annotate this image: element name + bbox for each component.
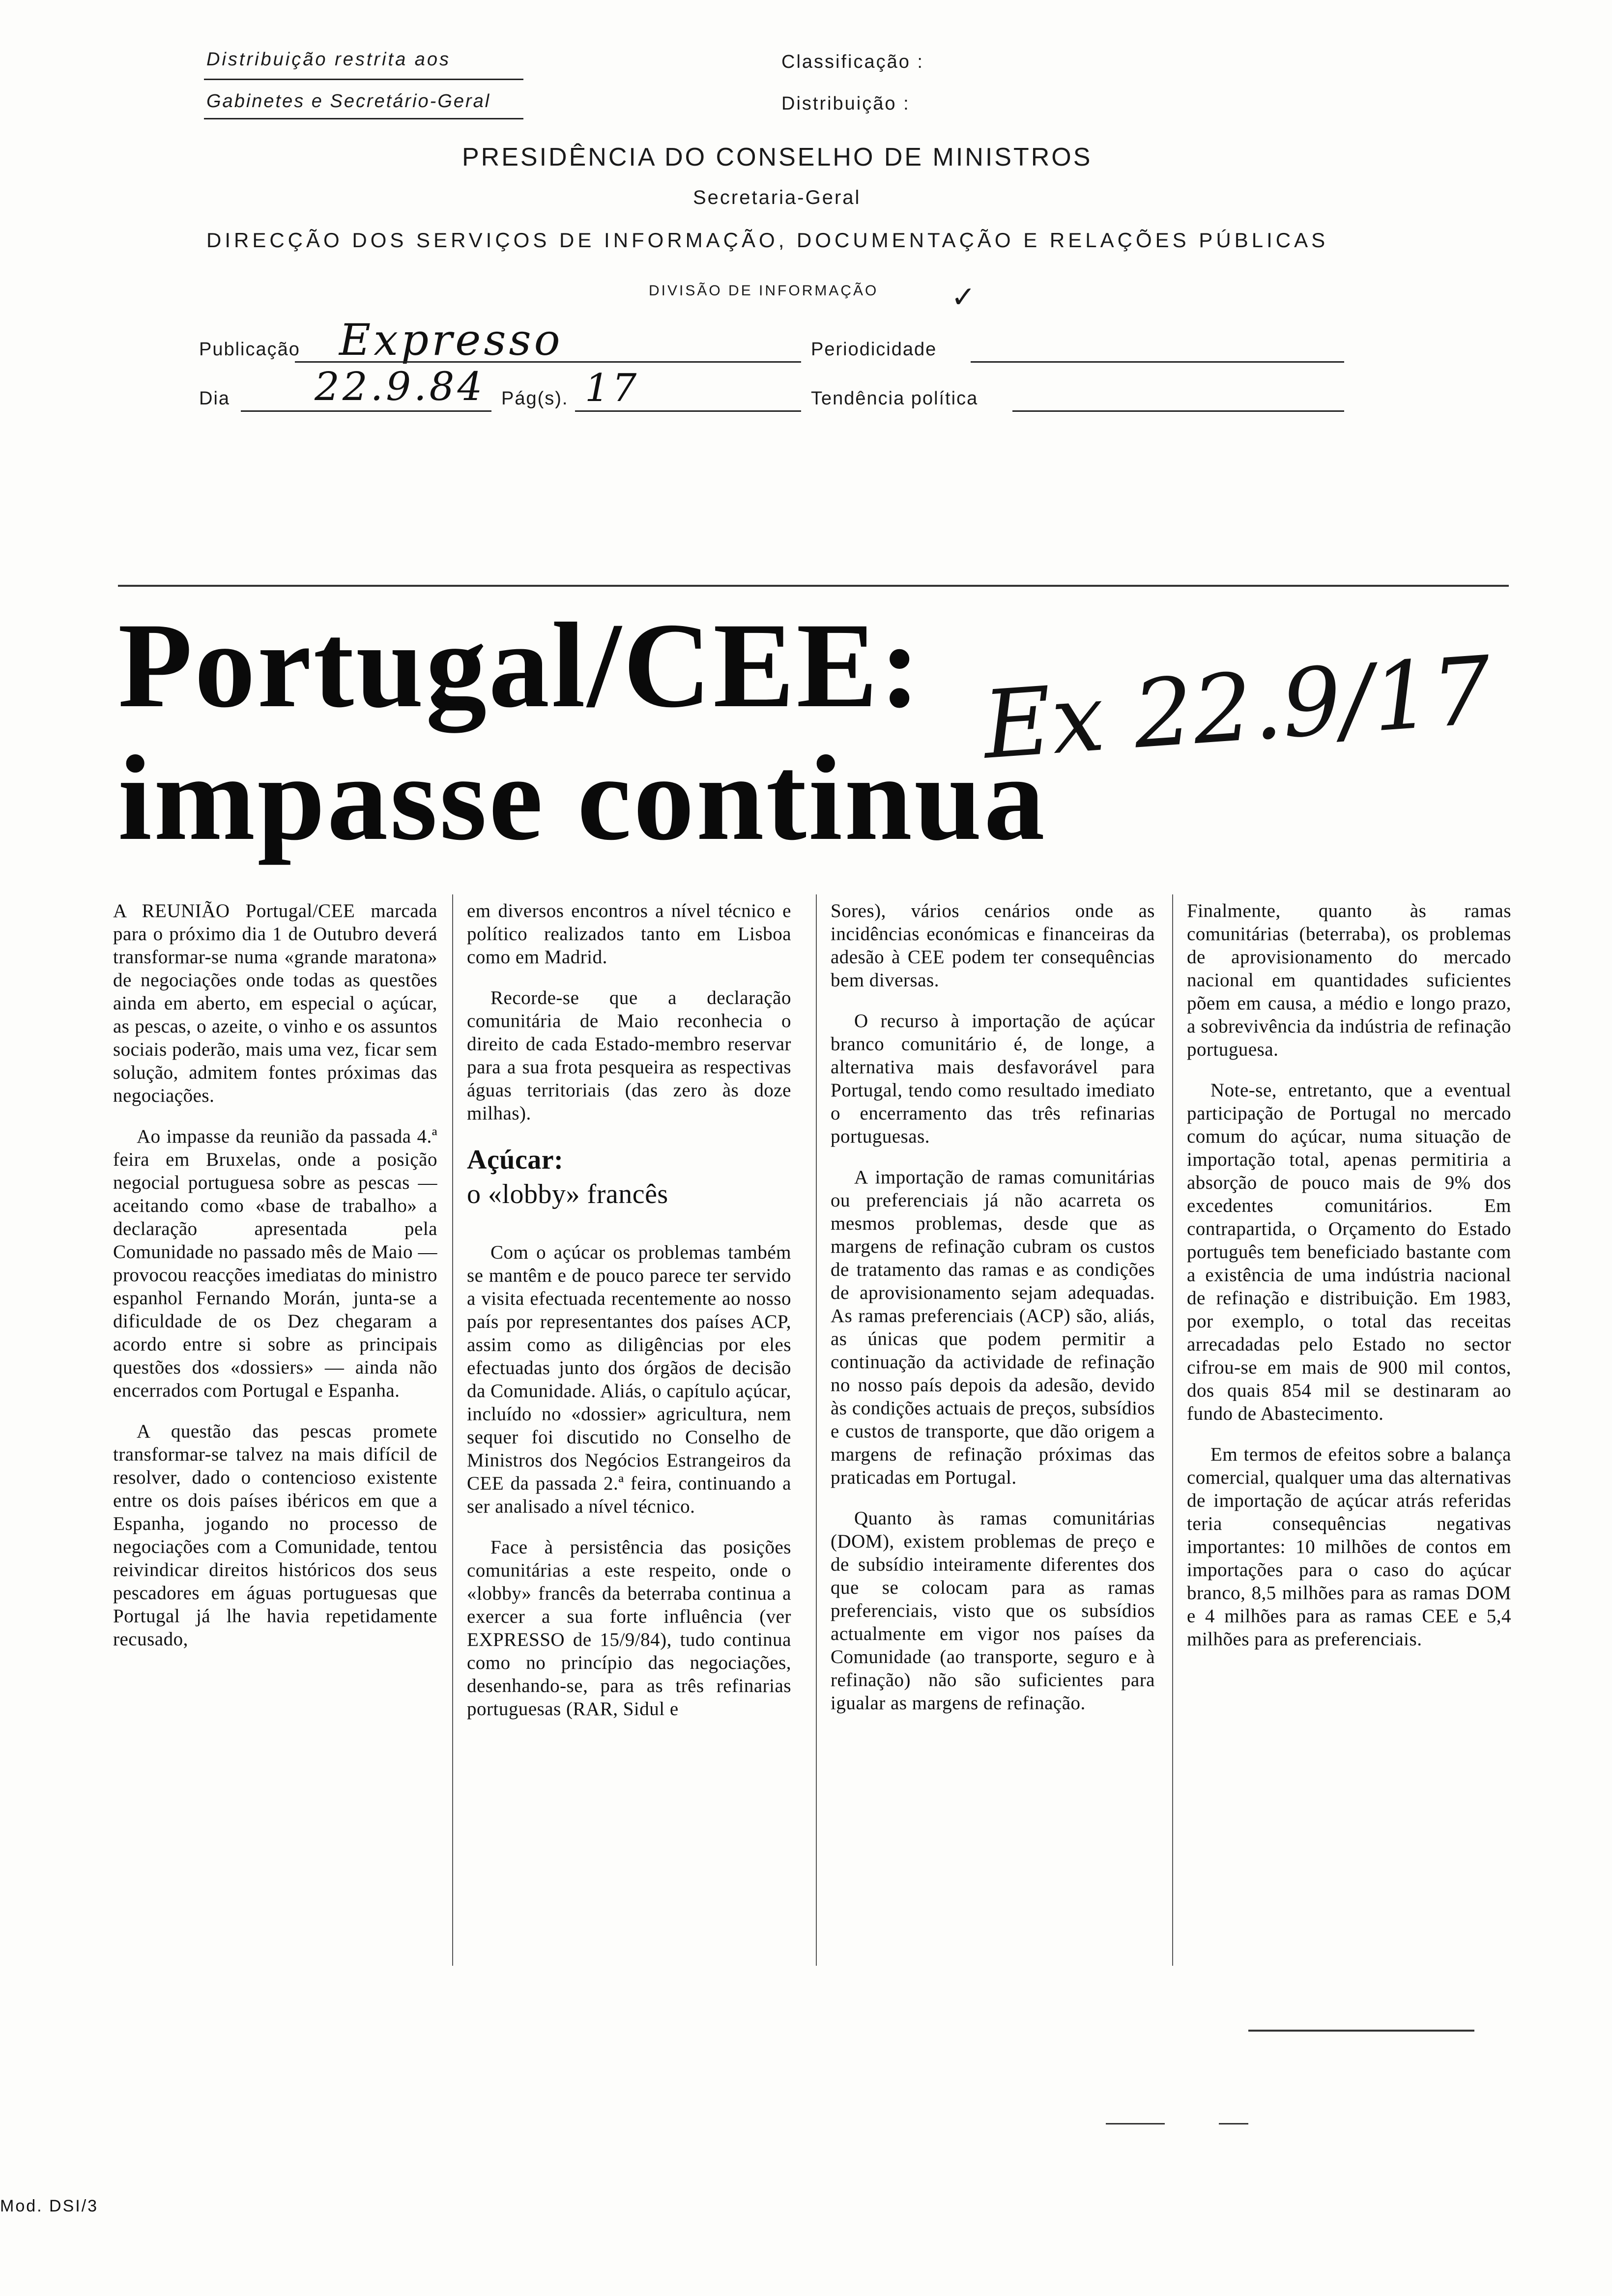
paragraph: Em termos de efeitos sobre a balança comercial, qualquer uma das alternativas de importação de açúcar atrás referidas teria consequências negativas importantes: 10 milhões de contos em importações para o caso do açúcar branco, 8,5 milhões para as ramas DOM e 4 milhões para as ramas CEE e 5,4 milhões para as preferenciais.: [1187, 1444, 1511, 1650]
subheading-word: Açúcar:: [467, 1145, 564, 1175]
form-model-number: Mod. DSI/3: [0, 2197, 99, 2215]
publication-value: Expresso: [339, 315, 563, 365]
scan-mark: [1219, 2123, 1248, 2124]
handwritten-annotation: Ex 22.9/17: [979, 636, 1495, 780]
distribution-restriction-line2: Gabinetes e Secretário-Geral: [206, 91, 491, 112]
article-column-3: [831, 899, 1155, 1732]
publication-field-line: [295, 361, 801, 363]
pages-value: 17: [585, 366, 640, 410]
headline-line-2: impasse continua: [118, 730, 1047, 865]
pages-field-line: [575, 410, 801, 412]
classification-label: Classificação :: [781, 52, 924, 72]
paragraph: Finalmente, quanto às ramas comunitárias (beterraba), os problemas de aprovisionamento do mercado nacional em quantidades suficientes põem em causa, a médio e longo prazo, a sobrevivência da indústria de refinação portuguesa.: [1187, 900, 1511, 1060]
paragraph: A importação de ramas comunitárias ou preferenciais já não acarreta os mesmos problemas, desde que as margens de refinação cubram os custos de tratamento das ramas e as condições de aprovisionamento sejam adequadas. As ramas preferenciais (ACP) são, aliás, as únicas que podem permitir a continuação da actividade de refinação no nosso país depois da adesão, devido às condições actuais de preços, subsídios e custos de transporte, que dão origem a margens de refinação próximas das praticadas em Portugal.: [831, 1167, 1155, 1488]
day-label: Dia: [199, 388, 230, 409]
division-title: DIVISÃO DE INFORMAÇÃO: [649, 283, 879, 299]
article-column-4: [1187, 899, 1511, 1668]
directorate-title: DIRECÇÃO DOS SERVIÇOS DE INFORMAÇÃO, DOCUMENTAÇÃO E RELAÇÕES PÚBLICAS: [206, 229, 1329, 252]
paragraph: em diversos encontros a nível técnico e político realizados tanto em Lisboa como em Madrid.: [467, 900, 791, 968]
political-tendency-field-line: [1012, 410, 1344, 412]
column-divider: [816, 894, 817, 1966]
publication-label: Publicação: [199, 339, 300, 360]
column-divider: [1172, 894, 1173, 1966]
divider: [204, 118, 523, 119]
paragraph: Ao impasse da reunião da passada 4.ª feira em Bruxelas, onde a posição negocial portuguesa sobre as pescas — aceitando como «base de trabalho» a declaração apresentada pela Comunidade no passado mês de Maio — provocou reacções imediatas do ministro espanhol Fernando Morán, junta-se a dificuldade de os Dez chegaram a acordo entre si sobre as principais questões dos «dossiers» — ainda não encerrados com Portugal e Espanha.: [113, 1126, 437, 1401]
political-tendency-label: Tendência política: [811, 388, 979, 409]
paragraph: Com o açúcar os problemas também se mantêm e de pouco parece ter servido a visita efectuada recentemente ao nosso país por representantes dos países ACP, assim como as diligências por eles efectuadas junto dos órgãos de decisão da Comunidade. Aliás, o capítulo açúcar, incluído no «dossier» agricultura, nem sequer foi discutido no Conselho de Ministros dos Negócios Estrangeiros da CEE da passada 2.ª feira, continuando a ser analisado a nível técnico.: [467, 1242, 791, 1517]
scan-mark: [1106, 2123, 1165, 2124]
subheading-rest: o «lobby» francês: [467, 1179, 668, 1209]
paragraph: A questão das pescas promete transformar-se talvez na mais difícil de resolver, dado o contencioso existente entre os dois países ibéricos em que a Espanha, jogando no processo de negociações com a Comunidade, tentou reivindicar direitos históricos dos seus pescadores em águas portuguesas que Portugal já lhe havia repetidamente recusado,: [113, 1421, 437, 1650]
headline-top-rule: [118, 585, 1509, 587]
periodicity-field-line: [971, 361, 1344, 363]
periodicity-label: Periodicidade: [811, 339, 937, 360]
distribution-restriction-line1: Distribuição restrita aos: [206, 49, 451, 70]
paragraph: Face à persistência das posições comunitárias a este respeito, onde o «lobby» francês da beterraba continua a exercer a sua forte influência (ver EXPRESSO de 15/9/84), tudo continua como no princípio das negociações, desenhando-se, para as três refinarias portuguesas (RAR, Sidul e: [467, 1537, 791, 1720]
check-mark-icon: ✓: [951, 281, 976, 314]
day-value: 22.9.84: [315, 364, 486, 409]
paragraph: Sores), vários cenários onde as incidências económicas e financeiras da adesão à CEE podem ter consequências bem diversas.: [831, 900, 1155, 991]
end-rule: [1248, 2030, 1474, 2032]
article-column-1: [113, 899, 437, 1668]
subheading: [467, 1143, 791, 1211]
pages-label: Pág(s).: [501, 388, 569, 409]
article-column-2: [467, 899, 791, 1738]
paragraph: Quanto às ramas comunitárias (DOM), existem problemas de preço e de subsídio inteiramente diferentes dos que se colocam para as ramas preferenciais, visto que os subsídios actualmente em vigor nos países da Comunidade (ao transporte, seguro e à refinação) não são suficientes para igualar as margens de refinação.: [831, 1508, 1155, 1714]
paragraph: O recurso à importação de açúcar branco comunitário é, de longe, a alternativa mais desfavorável para Portugal, tendo como resultado imediato o encerramento das três refinarias portuguesas.: [831, 1010, 1155, 1147]
column-divider: [452, 894, 453, 1966]
headline-line-1: Portugal/CEE:: [118, 598, 922, 733]
paragraph: Recorde-se que a declaração comunitária de Maio reconhecia o direito de cada Estado-membro reservar para a sua frota pesqueira as respectivas águas territoriais (das zero às doze milhas).: [467, 987, 791, 1124]
divider: [204, 79, 523, 80]
secretariat-title: Secretaria-Geral: [693, 187, 861, 208]
paragraph: Note-se, entretanto, que a eventual participação de Portugal no mercado comum do açúcar, numa situação de importação total, apenas permitiria a absorção de pouco mais de 9% dos excedentes comunitários. Em contrapartida, o Orçamento do Estado português tem beneficiado bastante com a existência de uma indústria nacional de refinação e distribuição. Em 1983, por exemplo, o total das receitas arrecadadas pelo Estado no sector cifrou-se em mais de 900 mil contos, dos quais 854 mil se destinaram ao fundo de Abastecimento.: [1187, 1080, 1511, 1424]
distribution-label: Distribuição :: [781, 93, 910, 114]
day-field-line: [241, 410, 491, 412]
paragraph: A REUNIÃO Portugal/CEE marcada para o próximo dia 1 de Outubro deverá transformar-se numa «grande maratona» de negociações onde todas as questões ainda em aberto, em especial o açúcar, as pescas, o azeite, o vinho e os assuntos sociais poderão, mais uma vez, ficar sem solução, admitem fontes próximas das negociações.: [113, 900, 437, 1106]
presidency-title: PRESIDÊNCIA DO CONSELHO DE MINISTROS: [462, 143, 1093, 172]
